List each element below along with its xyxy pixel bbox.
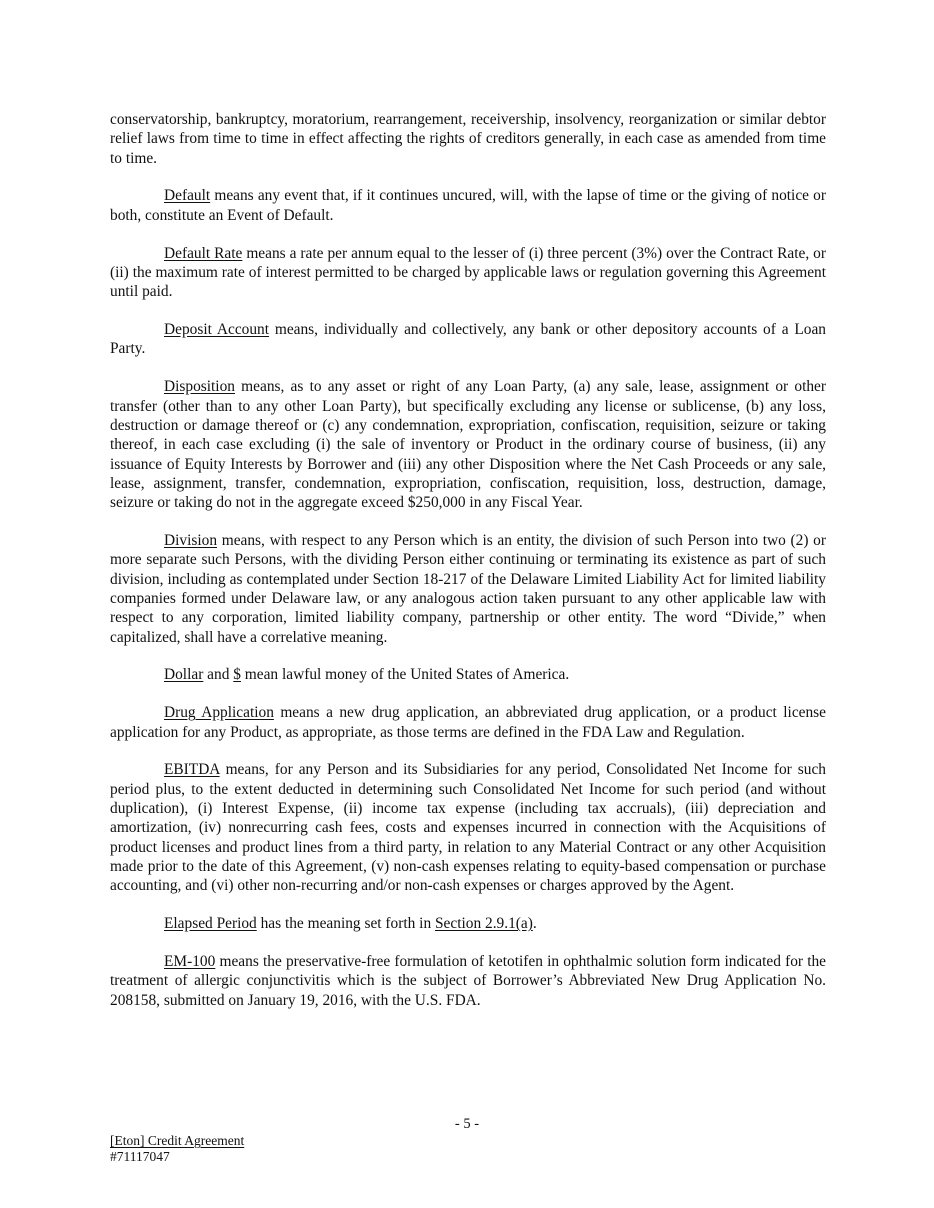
footer-document-title: [Eton] Credit Agreement — [110, 1133, 245, 1148]
definition-em-100 — [110, 952, 826, 1010]
definition-text: means, individually and collectively, any bank or other depository accounts of a Loan Party. — [110, 321, 827, 358]
section-reference: Section 2.9.1(a) — [434, 915, 533, 933]
definition-ebitda — [110, 760, 826, 895]
defined-term: Elapsed Period — [164, 915, 257, 933]
definition-elapsed-period — [110, 914, 826, 933]
definition-division — [110, 531, 826, 647]
definition-default-rate — [110, 244, 826, 302]
definition-text: means the preservative-free formulation of ketotifen in ophthalmic solution form indicated for the treatment of allergic conjunctivitis which is the subject of Borrower’s Abbreviated New Drug Application No. 208158, submitted on January 19, 2016, with the U.S. FDA. — [110, 953, 826, 1009]
definition-text: means a rate per annum equal to the lesser of (i) three percent (3%) over the Contract Rate, or (ii) the maximum rate of interest permitted to be charged by applicable laws or regulation governing this Agreement until paid. — [110, 244, 826, 301]
definition-connector: and — [203, 666, 234, 684]
definition-disposition — [110, 377, 826, 512]
defined-term: Default — [164, 187, 211, 205]
document-body — [110, 110, 826, 1029]
defined-term: Drug Application — [164, 704, 274, 722]
definition-default — [110, 186, 826, 225]
defined-term: Default Rate — [164, 244, 243, 262]
defined-term: EM-100 — [164, 953, 216, 971]
paragraph-continuation — [110, 110, 826, 168]
definition-text: means, with respect to any Person which is an entity, the division of such Person into two (2) or more separate such Persons, with the dividing Person either continuing or terminating its existence as part of such division, including as contemplated under Section 18-217 of the Delaware Limited Liability Act for limited liability companies formed under Delaware law, or any analogous action taken pursuant to any other applicable law with respect to any corporation, limited liability company, partnership or other entity. The word “Divide,” when capitalized, shall have a correlative meaning. — [110, 532, 826, 646]
definition-tail: . — [532, 915, 537, 933]
footer-document-id: #71117047 — [110, 1149, 170, 1164]
defined-term-symbol: $ — [233, 666, 241, 684]
defined-term: EBITDA — [164, 761, 220, 779]
definition-text: means a new drug application, an abbreviated drug application, or a product license application for any Product, as appropriate, as those terms are defined in the FDA Law and Regulation. — [110, 704, 826, 741]
definition-text: means, as to any asset or right of any Loan Party, (a) any sale, lease, assignment or other transfer (other than to any other Loan Party), but specifically excluding any license or sublicense, (b) any loss, destruction or damage thereof or (c) any condemnation, expropriation, confiscation, requisition, seizure or taking thereof, in each case excluding (i) the sale of inventory or Product in the ordinary course of business, (ii) any issuance of Equity Interests by Borrower and (iii) any other Disposition where the Net Cash Proceeds or any sale, lease, assignment, transfer, condemnation, expropriation, confiscation, requisition, loss, destruction, damage, seizure or taking do not in the aggregate exceed $250,000 in any Fiscal Year. — [110, 378, 826, 512]
definition-text: means, for any Person and its Subsidiaries for any period, Consolidated Net Income for such period plus, to the extent deducted in determining such Consolidated Net Income for such period (and without duplication), (i) Interest Expense, (ii) income tax expense (including tax accruals), (iii) depreciation and amortization, (iv) nonrecurring cash fees, costs and expenses incurred in connection with the Acquisitions of product licenses and product lines from a third party, in relation to any Material Contract or any other Acquisition made prior to the date of this Agreement, (v) non-cash expenses relating to equity-based compensation or purchase accounting, and (vi) other non-recurring and/or non-cash expenses or charges approved by the Agent. — [110, 761, 826, 895]
footer — [110, 1133, 244, 1165]
definition-text: mean lawful money of the United States of America. — [240, 666, 570, 684]
definition-drug-application — [110, 703, 826, 742]
defined-term: Dollar — [164, 666, 204, 684]
paragraph-text: conservatorship, bankruptcy, moratorium, rearrangement, receivership, insolvency, reorganization or similar debtor relief laws from time to time in effect affecting the rights of creditors generally, in each case as amended from time to time. — [110, 111, 826, 167]
definition-dollar — [110, 665, 826, 684]
defined-term: Division — [164, 532, 218, 550]
page-number: - 5 - — [454, 1116, 480, 1132]
defined-term: Disposition — [164, 378, 235, 396]
defined-term: Deposit Account — [164, 321, 270, 339]
definition-text: has the meaning set forth in — [256, 915, 435, 933]
definition-text: means any event that, if it continues uncured, will, with the lapse of time or the giving of notice or both, constitute an Event of Default. — [110, 187, 826, 224]
definition-deposit-account — [110, 320, 826, 359]
